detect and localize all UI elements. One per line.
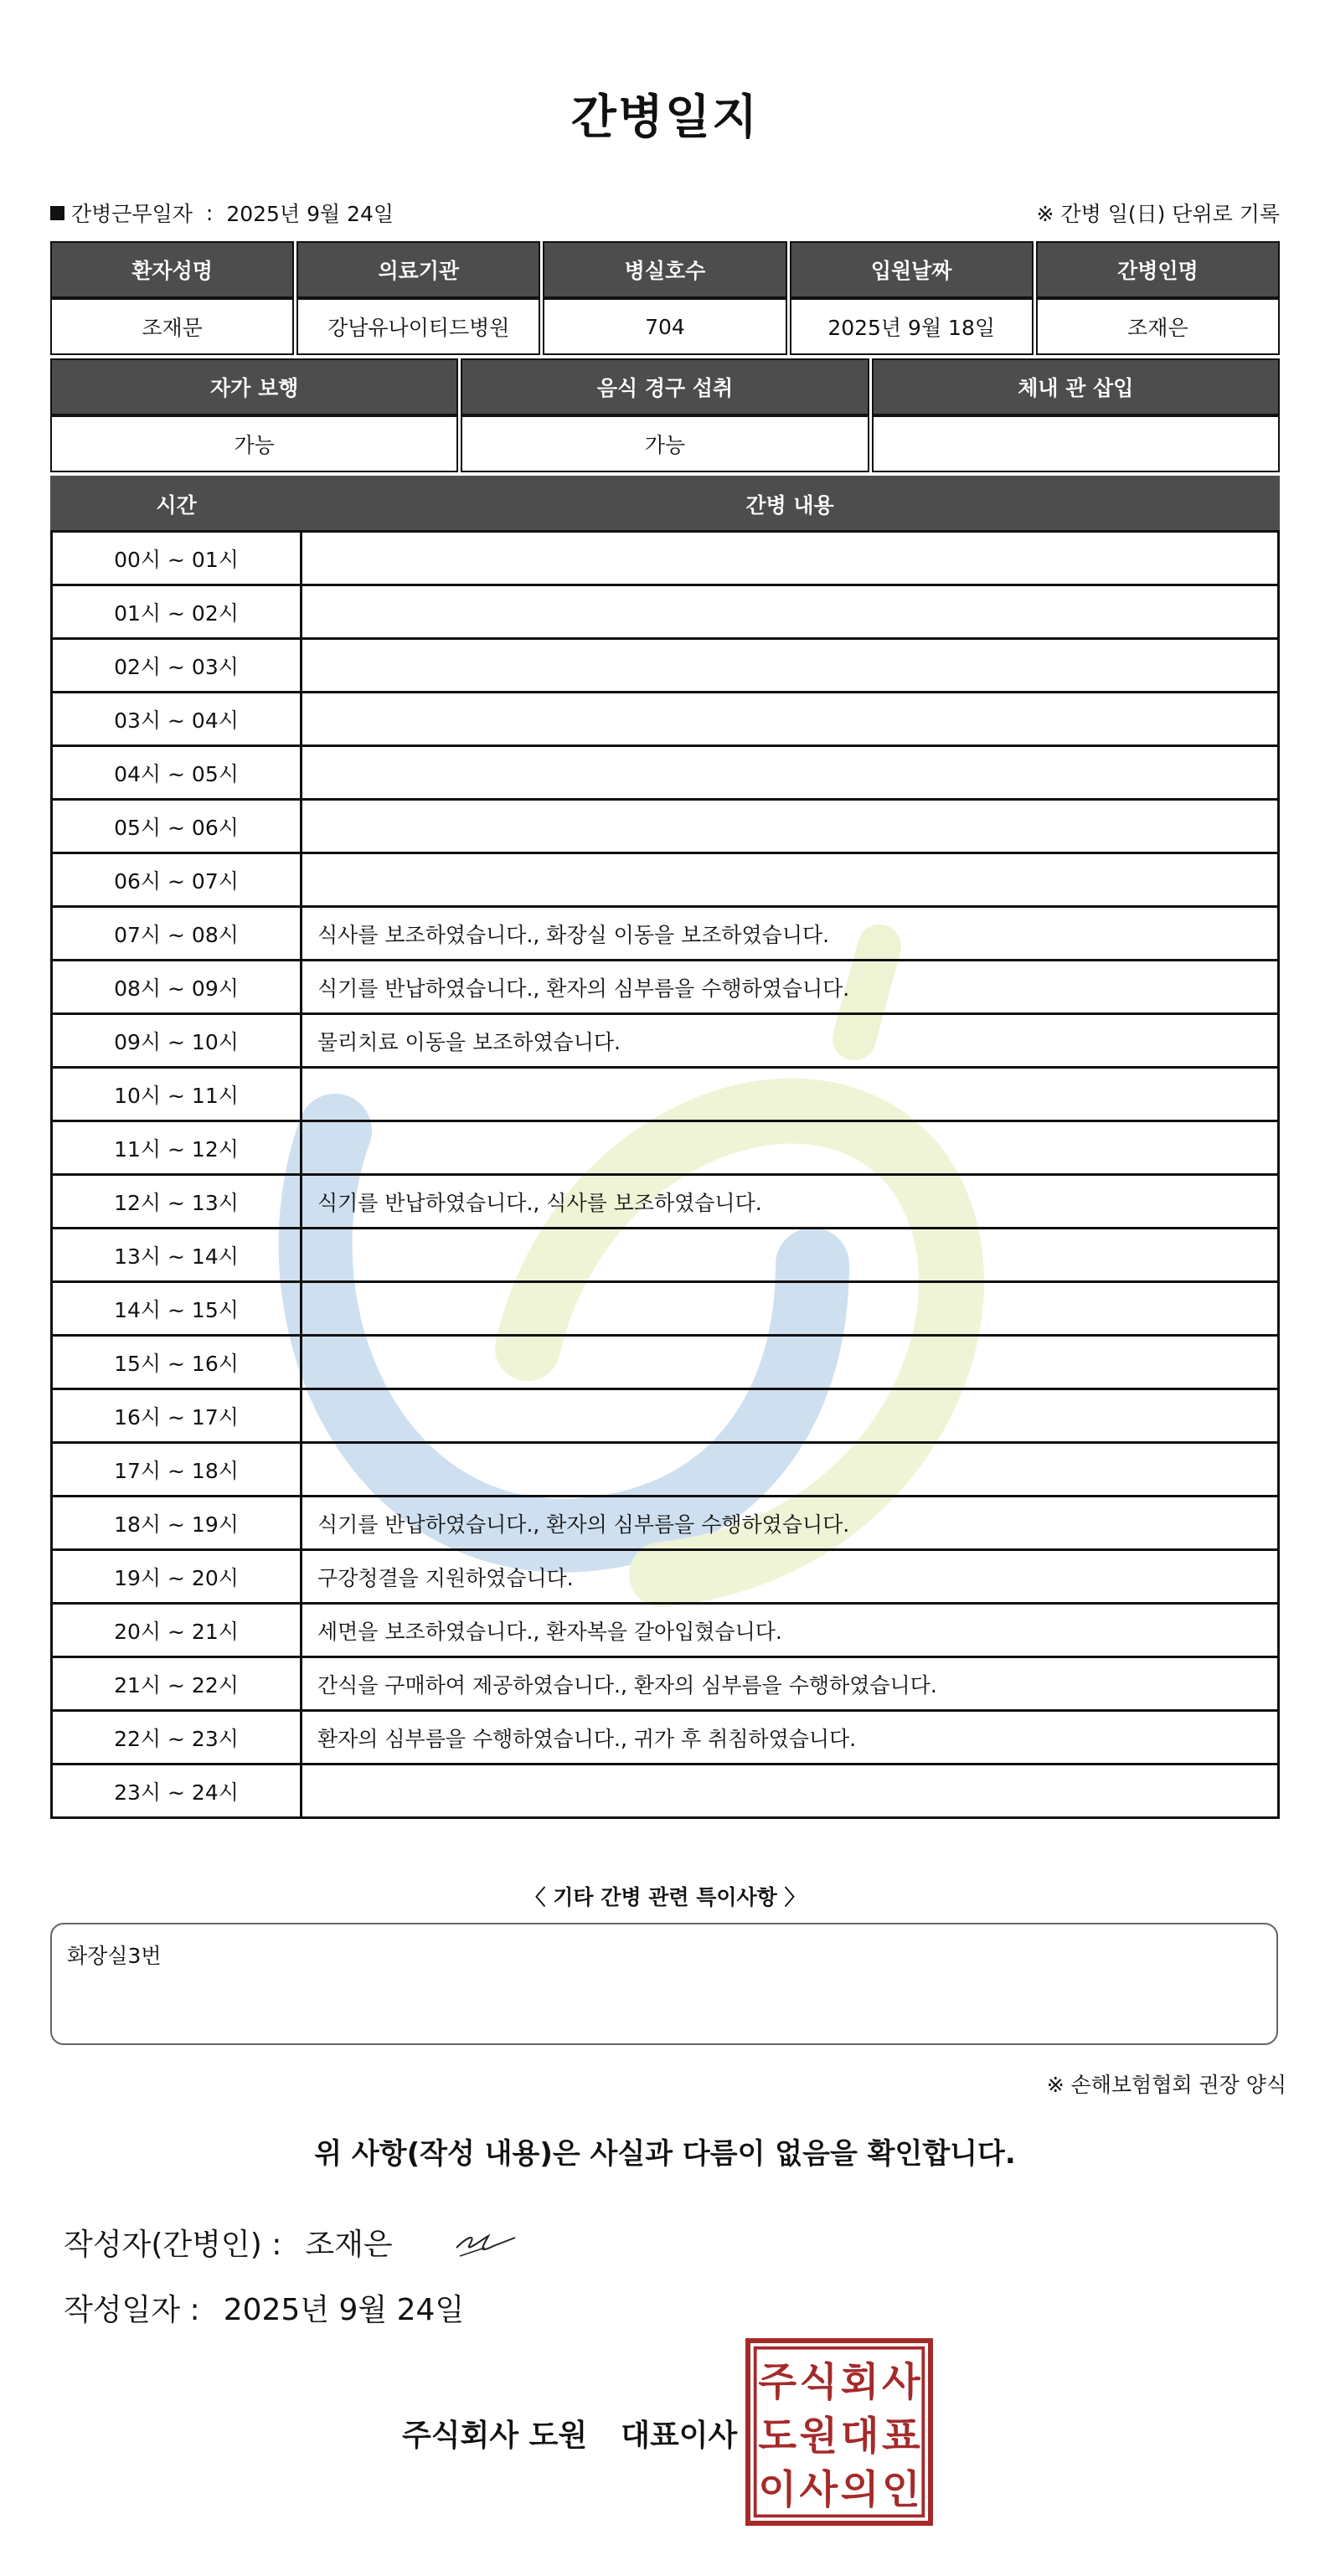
company-line: [402, 2412, 737, 2455]
header-oral-intake: 음식 경구 섭취: [461, 358, 869, 415]
bullet-square-icon: [50, 206, 64, 220]
log-row: [52, 1550, 1279, 1604]
confirmation-statement: 위 사항(작성 내용)은 사실과 다름이 없음을 확인합니다.: [314, 2137, 1016, 2171]
log-row-content: 식사를 보조하였습니다., 화장실 이동을 보조하였습니다.: [302, 907, 1279, 961]
seal-character: 사: [799, 2467, 838, 2514]
log-row: [52, 800, 1279, 853]
header-time: 시간: [52, 477, 302, 532]
seal-character: 도: [758, 2413, 797, 2460]
log-row: [52, 1175, 1279, 1229]
log-row-time: 00시 ~ 01시: [52, 532, 302, 585]
tube-insertion-value: [872, 415, 1280, 472]
writer-line: [64, 2221, 518, 2264]
log-row-time: 10시 ~ 11시: [52, 1068, 302, 1121]
hospital-name: 강남유나이티드병원: [296, 298, 540, 355]
log-row-content: [302, 746, 1279, 800]
log-row-content: [302, 1068, 1279, 1121]
log-row: [52, 1765, 1279, 1818]
log-row-content: [302, 1282, 1279, 1336]
document-title: 간병일지: [570, 90, 760, 145]
log-row: [52, 585, 1279, 639]
seal-character: 표: [881, 2413, 920, 2460]
signature-scribble: [451, 2223, 518, 2263]
log-row: [52, 532, 1279, 585]
oral-intake-value: 가능: [461, 415, 869, 472]
log-row-content: [302, 585, 1279, 639]
log-row-content: [302, 639, 1279, 693]
written-date-value: 2025년 9월 24일: [223, 2293, 465, 2327]
log-row: [52, 1336, 1279, 1389]
header-tube-insertion: 체내 관 삽입: [872, 358, 1280, 415]
log-row: [52, 746, 1279, 800]
seal-character: 사: [881, 2359, 920, 2406]
log-row: [52, 639, 1279, 693]
log-row: [52, 853, 1279, 907]
representative-title: 대표이사: [621, 2419, 738, 2453]
log-row-content: 식기를 반납하였습니다., 환자의 심부름을 수행하였습니다.: [302, 1497, 1279, 1550]
log-row-content: 환자의 심부름을 수행하였습니다., 귀가 후 취침하였습니다.: [302, 1711, 1279, 1765]
log-row-time: 17시 ~ 18시: [52, 1443, 302, 1497]
log-row-content: [302, 800, 1279, 853]
log-row-time: 14시 ~ 15시: [52, 1282, 302, 1336]
admission-date: 2025년 9월 18일: [790, 298, 1034, 355]
self-walking-value: 가능: [50, 415, 458, 472]
log-row: [52, 1014, 1279, 1068]
company-name: 주식회사 도원: [402, 2419, 588, 2453]
log-row-content: 세면을 보조하였습니다., 환자복을 갈아입혔습니다.: [302, 1604, 1279, 1657]
patient-ability-table: [48, 358, 1282, 472]
log-row-time: 07시 ~ 08시: [52, 907, 302, 961]
log-row-time: 13시 ~ 14시: [52, 1229, 302, 1282]
header-self-walking: 자가 보행: [50, 358, 458, 415]
log-row: [52, 1604, 1279, 1657]
work-date-label: 간병근무일자: [71, 202, 193, 226]
seal-character: 인: [881, 2467, 920, 2514]
hourly-log-table: [50, 476, 1280, 1819]
remarks-title: 〈 기타 간병 관련 특이사항 〉: [524, 1885, 806, 1909]
log-row-content: [302, 1765, 1279, 1818]
log-row-time: 19시 ~ 20시: [52, 1550, 302, 1604]
log-row-content: 식기를 반납하였습니다., 식사를 보조하였습니다.: [302, 1175, 1279, 1229]
log-row-content: [302, 1121, 1279, 1175]
remarks-text: 화장실3번: [67, 1944, 162, 1968]
log-row-content: [302, 1336, 1279, 1389]
writer-name: 조재은: [305, 2228, 393, 2262]
log-row-time: 03시 ~ 04시: [52, 693, 302, 746]
log-row-content: [302, 1229, 1279, 1282]
remarks-box: [50, 1923, 1278, 2045]
log-row-content: [302, 693, 1279, 746]
seal-character: 주: [758, 2359, 797, 2406]
header-care-content: 간병 내용: [302, 477, 1279, 532]
log-row-time: 15시 ~ 16시: [52, 1336, 302, 1389]
log-row-time: 23시 ~ 24시: [52, 1765, 302, 1818]
log-row: [52, 1657, 1279, 1711]
written-date-line: [64, 2286, 464, 2329]
log-row-time: 04시 ~ 05시: [52, 746, 302, 800]
info-bar: [50, 198, 1280, 228]
log-row: [52, 1282, 1279, 1336]
log-row-time: 18시 ~ 19시: [52, 1497, 302, 1550]
header-patient-name: 환자성명: [50, 241, 294, 298]
log-row-content: [302, 532, 1279, 585]
log-row-content: [302, 1389, 1279, 1443]
seal-character: 식: [799, 2359, 838, 2406]
log-row: [52, 1711, 1279, 1765]
patient-name: 조재문: [50, 298, 294, 355]
log-row-content: 간식을 구매하여 제공하였습니다., 환자의 심부름을 수행하였습니다.: [302, 1657, 1279, 1711]
log-row: [52, 1497, 1279, 1550]
form-source-note: ※ 손해보험협회 권장 양식: [1046, 2073, 1286, 2097]
log-row-content: [302, 1443, 1279, 1497]
caregiver-name: 조재은: [1036, 298, 1280, 355]
written-date-label: 작성일자 :: [64, 2293, 200, 2327]
daily-record-note: ※ 간병 일(日) 단위로 기록: [1036, 202, 1280, 226]
log-row-content: 식기를 반납하였습니다., 환자의 심부름을 수행하였습니다.: [302, 961, 1279, 1014]
seal-character: 이: [758, 2467, 797, 2514]
seal-character: 의: [840, 2467, 879, 2514]
log-row-content: [302, 853, 1279, 907]
log-row: [52, 1121, 1279, 1175]
log-row-time: 22시 ~ 23시: [52, 1711, 302, 1765]
header-admission-date: 입원날짜: [790, 241, 1034, 298]
log-row: [52, 1068, 1279, 1121]
work-date-separator: :: [205, 200, 214, 225]
log-row-time: 09시 ~ 10시: [52, 1014, 302, 1068]
log-row: [52, 1443, 1279, 1497]
log-row-time: 01시 ~ 02시: [52, 585, 302, 639]
seal-character: 회: [840, 2359, 879, 2406]
log-row-content: 물리치료 이동을 보조하였습니다.: [302, 1014, 1279, 1068]
header-hospital: 의료기관: [296, 241, 540, 298]
log-row: [52, 1389, 1279, 1443]
log-row-time: 16시 ~ 17시: [52, 1389, 302, 1443]
log-row-time: 08시 ~ 09시: [52, 961, 302, 1014]
log-row-time: 21시 ~ 22시: [52, 1657, 302, 1711]
patient-info-table: [48, 241, 1282, 355]
seal-character: 원: [799, 2413, 838, 2460]
work-date-value: 2025년 9월 24일: [226, 202, 394, 226]
log-row: [52, 961, 1279, 1014]
writer-label: 작성자(간병인) :: [64, 2228, 282, 2262]
header-caregiver-name: 간병인명: [1036, 241, 1280, 298]
log-row-time: 05시 ~ 06시: [52, 800, 302, 853]
room-number: 704: [543, 298, 786, 355]
log-row: [52, 1229, 1279, 1282]
log-row-time: 11시 ~ 12시: [52, 1121, 302, 1175]
log-row-time: 02시 ~ 03시: [52, 639, 302, 693]
log-row: [52, 693, 1279, 746]
log-row-time: 06시 ~ 07시: [52, 853, 302, 907]
log-row-time: 12시 ~ 13시: [52, 1175, 302, 1229]
header-room-number: 병실호수: [543, 241, 786, 298]
log-row-time: 20시 ~ 21시: [52, 1604, 302, 1657]
company-seal-stamp: [745, 2338, 933, 2526]
log-row-content: 구강청결을 지원하였습니다.: [302, 1550, 1279, 1604]
seal-character: 대: [840, 2413, 879, 2460]
log-row: [52, 907, 1279, 961]
